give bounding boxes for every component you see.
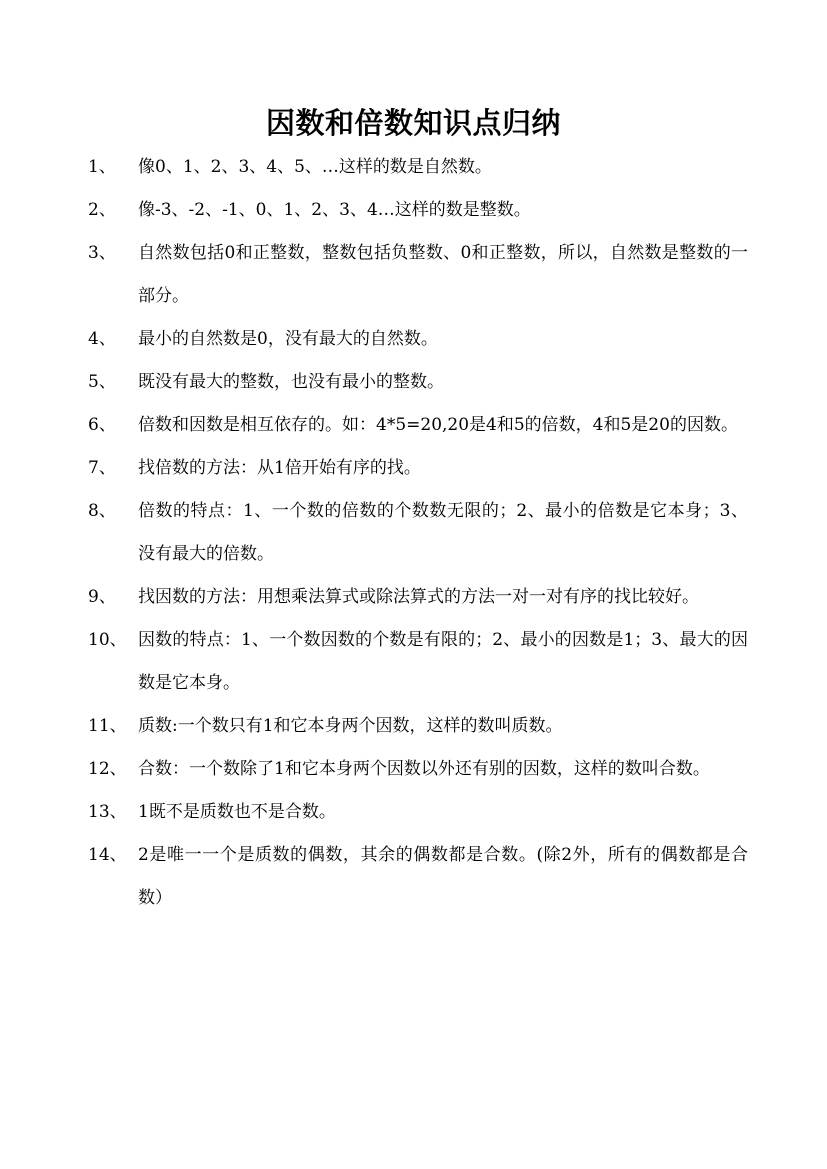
list-item bbox=[88, 232, 748, 318]
item-number: 9、 bbox=[88, 587, 116, 607]
item-number: 11、 bbox=[88, 716, 127, 736]
list-item bbox=[88, 404, 748, 447]
list-item bbox=[88, 361, 748, 404]
item-number: 13、 bbox=[88, 802, 127, 822]
item-text: 1既不是质数也不是合数。 bbox=[138, 802, 336, 822]
list-item bbox=[88, 576, 748, 619]
item-number: 14、 bbox=[88, 845, 127, 865]
list-item bbox=[88, 146, 748, 189]
list-item bbox=[88, 834, 748, 920]
knowledge-list bbox=[88, 146, 748, 920]
item-number: 12、 bbox=[88, 759, 127, 779]
item-text: 找倍数的方法：从1倍开始有序的找。 bbox=[138, 458, 421, 478]
item-number: 7、 bbox=[88, 458, 116, 478]
item-number: 4、 bbox=[88, 329, 116, 349]
list-item bbox=[88, 791, 748, 834]
item-number: 1、 bbox=[88, 157, 116, 177]
list-item bbox=[88, 318, 748, 361]
page-title: 因数和倍数知识点归纳 bbox=[265, 106, 561, 140]
item-text: 找因数的方法：用想乘法算式或除法算式的方法一对一对有序的找比较好。 bbox=[138, 587, 699, 607]
list-item bbox=[88, 748, 748, 791]
item-text: 像0、1、2、3、4、5、…这样的数是自然数。 bbox=[138, 157, 492, 177]
item-text: 自然数包括0和正整数，整数包括负整数、0和正整数，所以，自然数是整数的一部分。 bbox=[138, 243, 748, 306]
item-number: 10、 bbox=[88, 630, 127, 650]
item-number: 3、 bbox=[88, 243, 116, 263]
list-item bbox=[88, 189, 748, 232]
item-text: 倍数和因数是相互依存的。如：4*5=20,20是4和5的倍数，4和5是20的因数。 bbox=[138, 415, 738, 435]
item-text: 合数：一个数除了1和它本身两个因数以外还有别的因数，这样的数叫合数。 bbox=[138, 759, 710, 779]
item-number: 8、 bbox=[88, 501, 116, 521]
item-number: 5、 bbox=[88, 372, 116, 392]
item-text: 2是唯一一个是质数的偶数，其余的偶数都是合数。(除2外，所有的偶数都是合数） bbox=[138, 845, 748, 908]
list-item bbox=[88, 447, 748, 490]
item-number: 6、 bbox=[88, 415, 116, 435]
list-item bbox=[88, 705, 748, 748]
item-text: 既没有最大的整数，也没有最小的整数。 bbox=[138, 372, 444, 392]
item-text: 倍数的特点：1、一个数的倍数的个数数无限的；2、最小的倍数是它本身；3、没有最大的倍数。 bbox=[138, 501, 748, 564]
item-text: 最小的自然数是0，没有最大的自然数。 bbox=[138, 329, 438, 349]
item-number: 2、 bbox=[88, 200, 116, 220]
item-text: 因数的特点：1、一个数因数的个数是有限的；2、最小的因数是1；3、最大的因数是它本身。 bbox=[138, 630, 748, 693]
list-item bbox=[88, 490, 748, 576]
item-text: 像-3、-2、-1、0、1、2、3、4…这样的数是整数。 bbox=[138, 200, 531, 220]
list-item bbox=[88, 619, 748, 705]
item-text: 质数:一个数只有1和它本身两个因数，这样的数叫质数。 bbox=[138, 716, 563, 736]
